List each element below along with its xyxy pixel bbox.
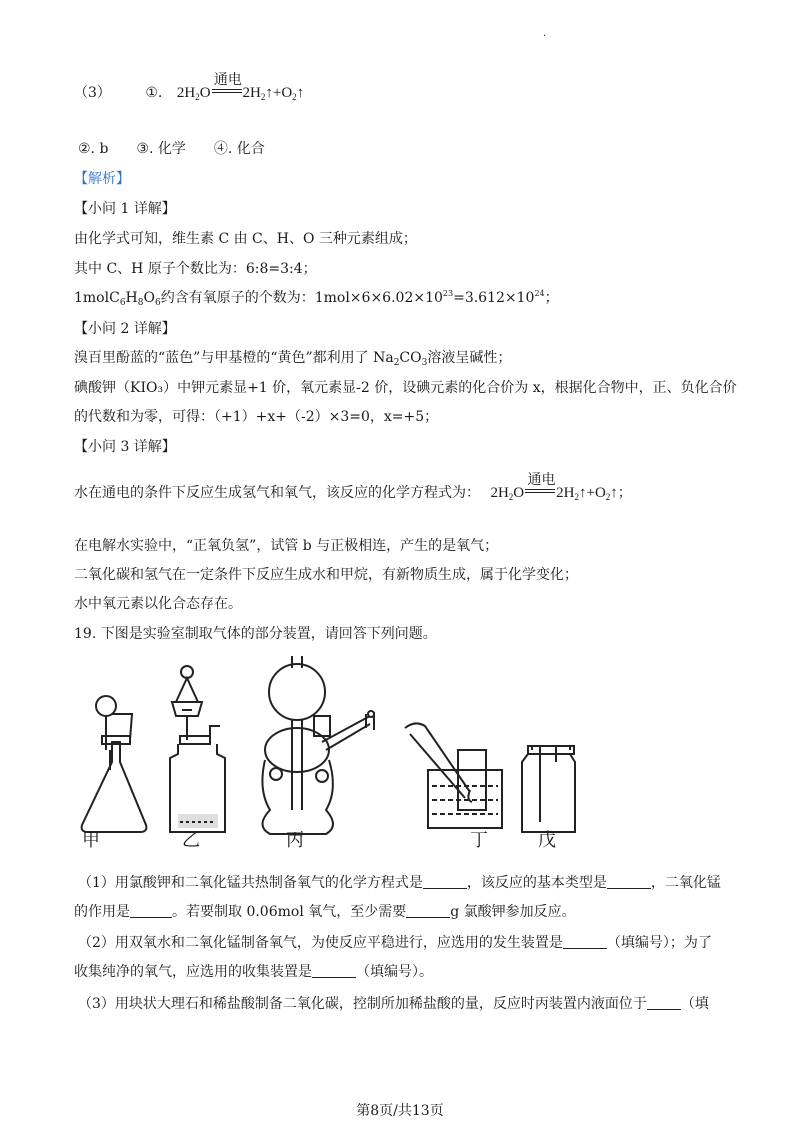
q19-part1-line1: （1）用氯酸钾和二氧化锰共热制备氧气的化学方程式是 ，该反应的基本类型是 ，二氧化锰 [78, 875, 721, 891]
analysis-title: 【解析】 [74, 171, 130, 187]
blank-generator[interactable] [563, 934, 607, 949]
electrolysis-equation-2: 通电 $2H_2O$ $2H_2↑+O_2↑$ [490, 472, 618, 502]
sub3-line4: 水中氧元素以化合态存在。 [74, 596, 242, 612]
electrolysis-equation: 通电 $2H_2O$ $2H_2↑+O_2↑$ [177, 85, 304, 102]
sub2-line3: 的代数和为零，可得：（+1）+x+（-2）×3=0，x=+5； [74, 409, 439, 425]
apparatus-ding [405, 723, 502, 828]
label-bing: 丙 [286, 830, 304, 851]
sub2-line1: 溴百里酚蓝的“蓝色”与甲基橙的“黄色”都利用了 $Na_2CO_3$溶液呈碱性； [74, 350, 512, 368]
label-ding: 丁 [470, 830, 488, 851]
blank-equation[interactable] [423, 874, 467, 889]
q19-part3-line1: （3）用块状大理石和稀盐酸制备二氧化碳，控制所加稀盐酸的量，反应时丙装置内液面位于 （填 [78, 996, 709, 1012]
apparatus-jia [82, 696, 147, 832]
page-footer: 第8页/共13页 [356, 1103, 444, 1119]
q19-part1-line2: 的作用是 。若要制取 0.06mol 氧气，至少需要 g 氯酸钾参加反应。 [74, 904, 576, 920]
blank-mno2-role[interactable] [130, 903, 172, 918]
blank-liquid-level[interactable] [647, 995, 681, 1010]
apparatus-yi [170, 666, 225, 832]
sub1-line1: 由化学式可知，维生素 C 由 C、H、O 三种元素组成； [74, 231, 417, 247]
answer-3-label: （3） [74, 85, 111, 101]
blank-kclo3-mass[interactable] [406, 903, 450, 918]
sub1-line2: 其中 C、H 原子个数比为：6:8=3:4； [74, 261, 317, 277]
label-yi: 乙 [182, 830, 200, 851]
stray-dot: . [543, 28, 547, 39]
answer-3-item1: ①. [145, 85, 163, 101]
blank-reaction-type[interactable] [607, 874, 651, 889]
sub3-title: 【小问 3 详解】 [74, 439, 176, 455]
q19-stem: 19. 下图是实验室制取气体的部分装置，请回答下列问题。 [74, 626, 437, 642]
label-wu: 戊 [538, 830, 556, 851]
equation-condition: 通电 [213, 72, 242, 88]
sub3-line1: 水在通电的条件下反应生成氢气和氧气，该反应的化学方程式为： 通电 $2H_2O$ $2H_2↑+O_2↑$； [74, 472, 632, 502]
sub3-line3: 二氧化碳和氢气在一定条件下反应生成水和甲烷，有新物质生成，属于化学变化； [74, 567, 578, 583]
blank-collector[interactable] [312, 963, 356, 978]
label-jia: 甲 [82, 830, 100, 851]
apparatus-bing [262, 656, 374, 834]
sub2-title: 【小问 2 详解】 [74, 321, 176, 337]
q19-part2-line2: 收集纯净的氧气，应选用的收集装置是 （填编号）。 [74, 964, 433, 980]
answers-row: ②. b ③. 化学 ④. 化合 [78, 141, 265, 157]
apparatus-figure [70, 650, 590, 860]
sub3-line2: 在电解水实验中，“正氧负氢”，试管 b 与正极相连，产生的是氧气； [74, 538, 499, 554]
sub1-line3: $1molC_6H_8O_6$约含有氧原子的个数为：$1mol\times 6\times 6.02\times 10^{23}=3.612\times 10^{24}$； [74, 289, 559, 308]
q19-part2-line1: （2）用双氧水和二氧化锰制备氧气，为使反应平稳进行，应选用的发生装置是 （填编号）；为了 [78, 935, 712, 951]
sub1-title: 【小问 1 详解】 [74, 201, 176, 217]
sub2-line2: 碘酸钾（KIO₃）中钾元素显+1 价，氧元素显-2 价，设碘元素的化合价为 x，根据化合物中，正、负化合价 [74, 380, 737, 396]
answer-3-line [74, 72, 305, 102]
apparatus-wu [522, 746, 575, 832]
